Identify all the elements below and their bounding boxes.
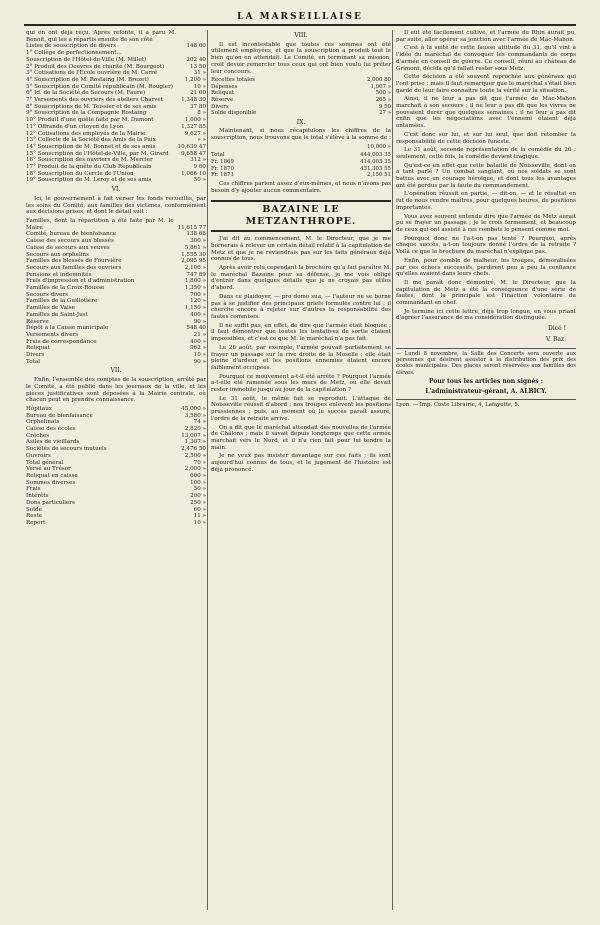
list-entry [26, 298, 206, 305]
entry-text: 12° Cotisations des employés de la Mairie [26, 130, 146, 137]
entry-amount: 3,580 » [184, 412, 206, 419]
entry-amount: 1,348 30 [181, 97, 206, 104]
row-value: 1,007 » [370, 83, 391, 90]
entry-amount: 90 » [193, 318, 206, 325]
entry-amount: 1,350 » [184, 285, 206, 292]
entry-amount: 1,150 » [184, 305, 206, 312]
entry-text: Crèches [26, 432, 50, 439]
entry-amount: 37 80 [189, 103, 206, 110]
row-value: 265 » [375, 97, 391, 103]
entry-amount: 8 » [197, 110, 206, 117]
entry-amount: 747 89 [186, 271, 206, 278]
entry-amount: 120 » [190, 298, 206, 305]
entry-amount: 250 » [190, 499, 206, 506]
entry-amount: 312 » [190, 157, 206, 164]
list-entry [26, 124, 206, 131]
entry-text: Comité, bureau de bienfaisance [26, 231, 117, 238]
entry-text: Orphelinats [26, 419, 60, 426]
entry-text: 2° Produit des Oeuvres de charité (M. Bourgeot) [26, 63, 165, 70]
entry-amount: 400 » [190, 311, 206, 318]
list-entry [26, 473, 206, 480]
entry-text: Dépôt à la Caisse municipale [26, 325, 109, 332]
row-value: 414,003 35 [360, 159, 391, 166]
entry-text: Caisse des secours aux blessés [26, 238, 114, 245]
list-entry [26, 171, 206, 178]
entry-text: Frais d'impression et d'administration [26, 278, 135, 285]
list-entry [26, 117, 206, 124]
entry-amount: 10 » [193, 352, 206, 359]
entry-amount: 2,476 50 [181, 446, 206, 453]
list-entry [26, 325, 206, 332]
entry-text: Souscription de l'Hôtel-de-Ville (M. Millet) [26, 56, 147, 63]
list-entry [26, 258, 206, 265]
row-label: Réserve [211, 97, 234, 103]
table-row [211, 110, 391, 117]
entry-amount: 100 » [190, 479, 206, 486]
entry-amount: 11,615 77 [177, 224, 206, 231]
paragraph: Le 31 août, seconde représentation de la comédie du 26 ; seulement, cette fois, la comédie devient tragique. [396, 147, 576, 160]
entry-amount: 74 » [193, 419, 206, 426]
row-label: Total [211, 152, 225, 159]
paragraph: Il eût été facilement cultivé, et l'armée du Rhin aurait pu, par suite, aller opérer sa jonction avec l'armée de Mac-Mahon. [396, 30, 576, 43]
entry-text: Familles, dont la répartition a été faite par M. le Maire [26, 217, 174, 231]
entry-text: Familles de la Croix-Rousse [26, 285, 105, 292]
entry-amount: 10,639 47 [177, 143, 206, 150]
list-entry [26, 265, 206, 272]
entry-amount: 45,000 » [181, 405, 206, 412]
entry-amount: 31 » [193, 70, 206, 77]
entry-text: Reliquat [26, 345, 50, 352]
entry-text: 1° Collège de perfectionnement... [26, 50, 122, 57]
row-value: 500 » [375, 90, 391, 97]
allocation-list [26, 406, 206, 527]
row-label: Dépenses [211, 83, 238, 90]
entry-amount: 13 50 [189, 63, 206, 70]
table-row [211, 97, 391, 104]
entry-text: Intérêts [26, 493, 49, 500]
entry-amount: 60 » [193, 506, 206, 513]
entry-text: 7° Versements des ouvriers des ateliers Charvet [26, 97, 163, 104]
entry-amount: 50 » [193, 177, 206, 184]
gerant-signature: L'administrateur-gérant, A. ALBICY. [425, 387, 547, 395]
row-value: 2,000 80 [366, 77, 391, 84]
paragraph: On a dit que le maréchal attendait des nouvelles de l'armée de Châlons ; mais il savait depuis longtemps que cette armée marchait vers le Nord, et il n'a rien fait pour lui tendre la main. [211, 424, 391, 451]
entry-amount: 21 » [193, 331, 206, 338]
table-row [211, 172, 391, 179]
masthead [24, 4, 576, 26]
list-entry [26, 359, 206, 366]
list-entry [26, 507, 206, 514]
section-number: IX. [296, 118, 306, 126]
accounts-table [211, 77, 391, 117]
list-entry [26, 104, 206, 111]
row-value: 2,150 51 [366, 172, 391, 179]
entry-amount: 2,500 » [184, 452, 206, 459]
list-entry [26, 50, 206, 57]
list-entry [26, 272, 206, 279]
list-entry [26, 480, 206, 487]
entry-text: Ouvroirs [26, 452, 51, 459]
entry-amount: 962 » [190, 345, 206, 352]
row-label: Recettes totales [211, 77, 255, 84]
entry-amount: 300 » [190, 238, 206, 245]
list-entry [26, 513, 206, 520]
list-entry [26, 144, 206, 151]
entry-amount: 2,095 95 [181, 258, 206, 265]
entry-amount: 400 » [190, 338, 206, 345]
list-entry [26, 285, 206, 292]
subscription-list [26, 30, 206, 184]
entry-amount: 50 » [193, 486, 206, 493]
list-entry [26, 332, 206, 339]
entry-amount: 1,555 30 [181, 251, 206, 258]
list-entry [26, 352, 206, 359]
entry-text: 13° Collecte de la Société des Amis de la Paix [26, 137, 156, 144]
paragraph: C'est à la suite de cette fausse attitude du 31, qu'il vint à l'idée du maréchal de convoquer les commandants de corps d'armée en conseil de guerre. Ce conseil, réuni au château de Grimont, décida qu'il fallait rester sous Metz. [396, 45, 576, 72]
entry-amount: 202 40 [186, 56, 206, 63]
column-right [396, 30, 576, 910]
entry-text: Familles de la Guillotière [26, 298, 98, 305]
entry-amount: 1,800 » [184, 278, 206, 285]
entry-text: Réserve [26, 318, 49, 325]
entry-text: Pensions et indemnités [26, 271, 92, 278]
table-row [211, 166, 391, 173]
entry-text: Caisse des écoles [26, 426, 76, 433]
article-headline: BAZAINE LE METZANTHROPE. [211, 200, 391, 232]
entry-amount: » » [197, 137, 206, 144]
entry-text: Total général [26, 459, 64, 466]
entry-text: Secours divers [26, 291, 68, 298]
list-entry [26, 137, 206, 144]
entry-text: 17° Produit de la quête du Club Républicain [26, 164, 152, 171]
entry-amount: 21 60 [189, 90, 206, 97]
column-left [26, 30, 206, 910]
entry-amount: 148 60 [186, 43, 206, 50]
row-value: 444,003 35 [360, 152, 391, 159]
entry-amount: 13,007 » [181, 432, 206, 439]
list-entry [26, 30, 206, 43]
entry-text: Versements divers [26, 331, 79, 338]
entry-amount: 1,000 » [184, 117, 206, 124]
entry-text: Secours aux orphelins [26, 251, 90, 258]
entry-text: Reste [26, 513, 42, 520]
list-entry [26, 500, 206, 507]
sign-off: Dicé ! [548, 325, 566, 333]
total-row [211, 144, 391, 151]
table-row [211, 90, 391, 97]
notice-heading: Pour tous les articles non signés : [429, 378, 543, 386]
table-row [211, 104, 391, 111]
entry-text: Caisse de secours aux veuves [26, 244, 110, 251]
row-label: Solde disponible [211, 110, 257, 117]
entry-text: Hôpitaux [26, 405, 52, 412]
paragraph: Ainsi, il ne leur a pas dit que l'armée de Mac-Mahon marchait à son secours ; il ne leur a pas dit que les vivres ne pouvaient durer que quelques semaines ; il ne leur a pas dit enfin que les négociations avec l'ennemi étaient déjà entamées. [396, 96, 576, 130]
entry-text: Solde [26, 506, 42, 513]
table-row [211, 84, 391, 91]
entry-text: Frais de correspondance [26, 338, 97, 345]
entry-text: Familles de Saint-Just [26, 311, 88, 318]
entry-amount: 10 » [193, 519, 206, 526]
paragraph: Le 31 août, le même fait se reproduit. L'attaque de Noisseville réussit d'abord ; nos troupes enlèvent les positions prussiennes ; puis, au moment où le succès paraît assuré, l'ordre de la retraite arrive. [211, 395, 391, 422]
masthead-title: LA MARSEILLAISE [237, 12, 363, 22]
entry-text: Dons particuliers [26, 499, 75, 506]
entry-text: Frais [26, 486, 41, 493]
list-entry [26, 70, 206, 77]
entry-amount: 1,066 10 [181, 170, 206, 177]
article-body-continued [396, 30, 576, 322]
list-entry [26, 90, 206, 97]
entry-amount: 11 » [193, 513, 206, 520]
entry-text: Total [26, 358, 41, 365]
list-entry [26, 426, 206, 433]
list-entry [26, 413, 206, 420]
list-entry [26, 57, 206, 64]
paragraph: Il est incontestable que toutes ces sommes ont été utilement employées, et que la souscription a produit tout le bien qu'on en attendait. Le Comité, en terminant sa mission, croit devoir remercier tous ceux qui ont bien voulu lui prêter leur concours. [211, 41, 391, 75]
column-rule [207, 30, 208, 910]
entry-amount: 2,000 » [184, 466, 206, 473]
column-middle [211, 30, 391, 910]
entry-text: Versé au Trésor [26, 466, 71, 473]
list-entry [26, 177, 206, 184]
article-body [211, 236, 391, 473]
total-value: 10,000 » [367, 143, 391, 150]
entry-text: 19° Souscription de M. Leroy et de ses amis [26, 177, 152, 184]
entry-amount: 548 40 [186, 325, 206, 332]
list-entry [26, 433, 206, 440]
entry-amount: 138 68 [186, 231, 206, 238]
row-label: Fr. 1871 [211, 172, 234, 179]
entry-text: qui en ont déjà reçu. Après refonte, il a paru M. Benoit, qui les a répartis ensuite de son côté [26, 30, 176, 43]
section-number: VI. [111, 186, 121, 194]
entry-text: 3° Cotisations de l'Ecole ouvrière de M. Carré [26, 70, 158, 77]
row-label: Divers [211, 103, 229, 110]
paragraph: Enfin, l'ensemble des comptes de la souscription, arrêté par le Comité, a été publié dans les journaux de la ville, et les pièces justificatives sont déposées à la Mairie centrale, où chacun peut en prendre connaissance. [26, 377, 206, 404]
entry-text: Asiles de vieillards [26, 439, 80, 446]
list-entry [26, 151, 206, 158]
paragraph: Ici, le gouvernement à fait verser les fonds recueillis, par les soins du Comité, aux familles des victimes, conformément aux décisions prises, et dont le détail suit : [26, 195, 206, 216]
row-value: 9 50 [378, 103, 391, 110]
entry-amount: 2,820 » [184, 426, 206, 433]
paragraph: J'ai dit au commencement, M. le Directeur, que je me bornerais à relever un certain détail relatif à la capitulation de Metz et que je ne reviendrais pas sur les faits généraux déjà connus de tous. [211, 236, 391, 263]
entry-amount: 10 » [193, 83, 206, 90]
paragraph: Vous avez souvent entendu dire que l'armée de Metz aurait pu se frayer un passage ; je le crois fermement, et beaucoup de ceux qui ont assisté à ces combats le pensent comme moi. [396, 213, 576, 233]
entry-amount: 200 » [190, 493, 206, 500]
entry-amount: 5,861 » [184, 244, 206, 251]
entry-text: Reliquat en caisse [26, 473, 78, 479]
entry-text: 16° Souscription des ouvriers de M. Mercier [26, 157, 153, 164]
entry-text: 11° Offrande d'un citoyen de Lyon [26, 123, 124, 130]
entry-amount: 700 » [190, 291, 206, 298]
table-row [211, 152, 391, 159]
row-label: Fr. 1869 [211, 159, 234, 166]
section-number: VII. [110, 367, 122, 375]
entry-amount: 1,307 » [184, 439, 206, 446]
list-entry [26, 97, 206, 104]
list-entry [26, 218, 206, 231]
list-entry [26, 520, 206, 527]
row-label: Reliquat [211, 90, 234, 97]
entry-amount: 9 60 [193, 164, 206, 171]
list-entry [26, 339, 206, 346]
row-label: Fr. 1870 [211, 165, 234, 172]
paragraph: Il me paraît donc démontré, M. le Directeur, que la capitulation de Metz a été la conséquence d'une série de fautes, dont la principale est l'inaction volontaire du commandant en chef. [396, 279, 576, 307]
list-entry [26, 77, 206, 84]
entry-text: Secours aux familles des ouvriers [26, 264, 122, 271]
entry-text: Bureau de bienfaisance [26, 412, 93, 419]
list-entry [26, 238, 206, 245]
paragraph: Je termine ici cette lettre, déjà trop longue, en vous priant d'agréer l'assurance de ma considération distinguée. [396, 308, 576, 322]
entry-text: Sociétés de secours mutuels [26, 446, 107, 453]
printer-imprint: Lyon. — Imp. Coste Librairie, 4, Lafayette, 5. [396, 399, 576, 409]
paragraph: Je ne veux pas insister davantage sur ces faits ; ils sont aujourd'hui connus de tous, et le jugement de l'histoire est déjà prononcé. [211, 453, 391, 473]
entry-text: 18° Souscription du Cercle de l'Union [26, 170, 134, 177]
list-entry [26, 453, 206, 460]
paragraph: Cette décision a été souvent reprochée aux généraux qui l'ont prise ; mais il faut remarquer que le maréchal s'était bien gardé de leur faire connaître toute la vérité sur la situation. [396, 74, 576, 94]
entry-text: 10° Produit d'une quête faite par M. Dumont [26, 117, 154, 124]
row-value: 27 » [379, 110, 391, 117]
table-row [211, 77, 391, 84]
entry-text: Report [26, 519, 46, 526]
list-entry [26, 245, 206, 252]
entry-text: Listes de souscription de divers [26, 43, 116, 50]
paragraph: Pourquoi ce mouvement a-t-il été arrêté ? Pourquoi l'armée a-t-elle été ramenée sous les murs de Metz, où elle devait rester immobile jusqu'au jour de la capitulation ? [211, 373, 391, 394]
entry-text: Familles des blessés de Fourvière [26, 258, 122, 265]
paragraph: Maintenant, si nous récapitulons les chiffres de la souscription, nous trouvons que le total s'élève à la somme de : [211, 128, 391, 142]
paragraph: C'est donc sur lui, et sur lui seul, que doit retomber la responsabilité de cette décision funeste. [396, 131, 576, 145]
paragraph: L'opération réussit en partie, — dit-on, — et le résultat en fut de nous rendre maîtres, pour quelques heures, de positions importantes. [396, 191, 576, 211]
column-rule [392, 30, 393, 910]
entry-amount: 1,327 85 [181, 123, 206, 130]
list-entry [26, 278, 206, 285]
distribution-list [26, 218, 206, 365]
entry-amount: 70 » [193, 459, 206, 466]
list-entry [26, 446, 206, 453]
entry-amount: 90 » [193, 358, 206, 365]
entry-amount: 1,200 » [184, 76, 206, 83]
entry-amount: 9,627 » [184, 130, 206, 137]
list-entry [26, 486, 206, 493]
notice: — Lundi 8 novembre, la Salle des Concerts sera ouverte aux personnes qui désirent assister à la distribution des prix des écoles municipales. Des places seront réservées aux familles des élèves. [396, 348, 576, 377]
row-value: 431,303 55 [360, 165, 391, 172]
entry-amount: 2,106 » [184, 264, 206, 271]
entry-amount: 9,658 47 [181, 150, 206, 157]
paragraph: Enfin, pour comble de malheur, les troupes, démoralisées par ces échecs successifs, perdirent peu à peu la confiance qu'elles avaient dans leurs chefs. [396, 257, 576, 278]
paragraph: Ces chiffres parlent assez d'eux-mêmes, et nous n'avons pas besoin d'y ajouter aucun commentaire. [211, 180, 391, 194]
table-row [211, 159, 391, 166]
paragraph: Qu'est-ce en effet que cette bataille de Noisseville, dont on a tant parlé ? Un combat sanglant, où nos soldats se sont battus avec un courage héroïque, et dont tous les avantages ont été perdus par la faute du commandement. [396, 162, 576, 189]
list-entry [26, 305, 206, 312]
list-entry [26, 164, 206, 171]
paragraph: Pourquoi donc ne l'a-t-on pas tenté ? Pourquoi, après chaque succès, a-t-on toujours donné l'ordre de la retraite ? Voilà ce que la brochure du maréchal n'explique pas. [396, 235, 576, 256]
entry-text: 5° Souscription du Comité républicain (M. Rougier) [26, 83, 173, 90]
entry-text: 6° Id. de la Société de Secours (M. Faure) [26, 90, 146, 97]
section-number: VIII. [294, 32, 308, 39]
paragraph: Dans ce plaidoyer, — pro domo sua, — l'auteur ne se borne pas à se justifier des principaux griefs formulés contre lui ; il cherche encore à rejeter sur d'autres la responsabilité des fautes commises. [211, 293, 391, 320]
paragraph: Le 26 août, par exemple, l'armée pouvait parfaitement se frayer un passage sur la rive droite de la Moselle ; elle était pleine d'ardeur, et les positions ennemies étaient encore faiblement occupées. [211, 344, 391, 371]
list-entry [26, 312, 206, 319]
entry-text: Divers [26, 352, 45, 359]
list-entry [26, 345, 206, 352]
list-entry [26, 466, 206, 473]
entry-text: 4° Souscription de M. Rostaing (M. Brezet) [26, 76, 149, 83]
entry-text: 15° Souscription de l'Hôtel-de-Ville, par M. Girard [26, 150, 169, 157]
entry-text: 14° Souscription de M. Bonnet et de ses amis [26, 143, 156, 150]
paragraph: Après avoir relu cependant la brochure qu'a fait paraître M. le maréchal Bazaine pour sa défense, je me vois obligé d'entrer dans quelques détails que je ne croyais pas utiles d'abord. [211, 265, 391, 292]
summary-table [211, 152, 391, 178]
entry-amount: 600 » [190, 473, 206, 479]
entry-text: 8° Souscriptions de M. Teissier et de ses amis [26, 103, 157, 110]
list-entry [26, 406, 206, 413]
signature: V. Baz. [545, 335, 566, 343]
entry-text: 9° Souscription de la Compagnie Rostaing [26, 110, 147, 117]
list-entry [26, 493, 206, 500]
paragraph: Il ne suffit pas, en effet, de dire que l'armée était bloquée ; il faut démontrer que toutes les tentatives de sortie étaient impossibles, et c'est ce que M. le maréchal n'a pas fait. [211, 322, 391, 343]
entry-text: Familles de Vaise [26, 305, 75, 312]
entry-text: Sommes diverses [26, 479, 76, 486]
